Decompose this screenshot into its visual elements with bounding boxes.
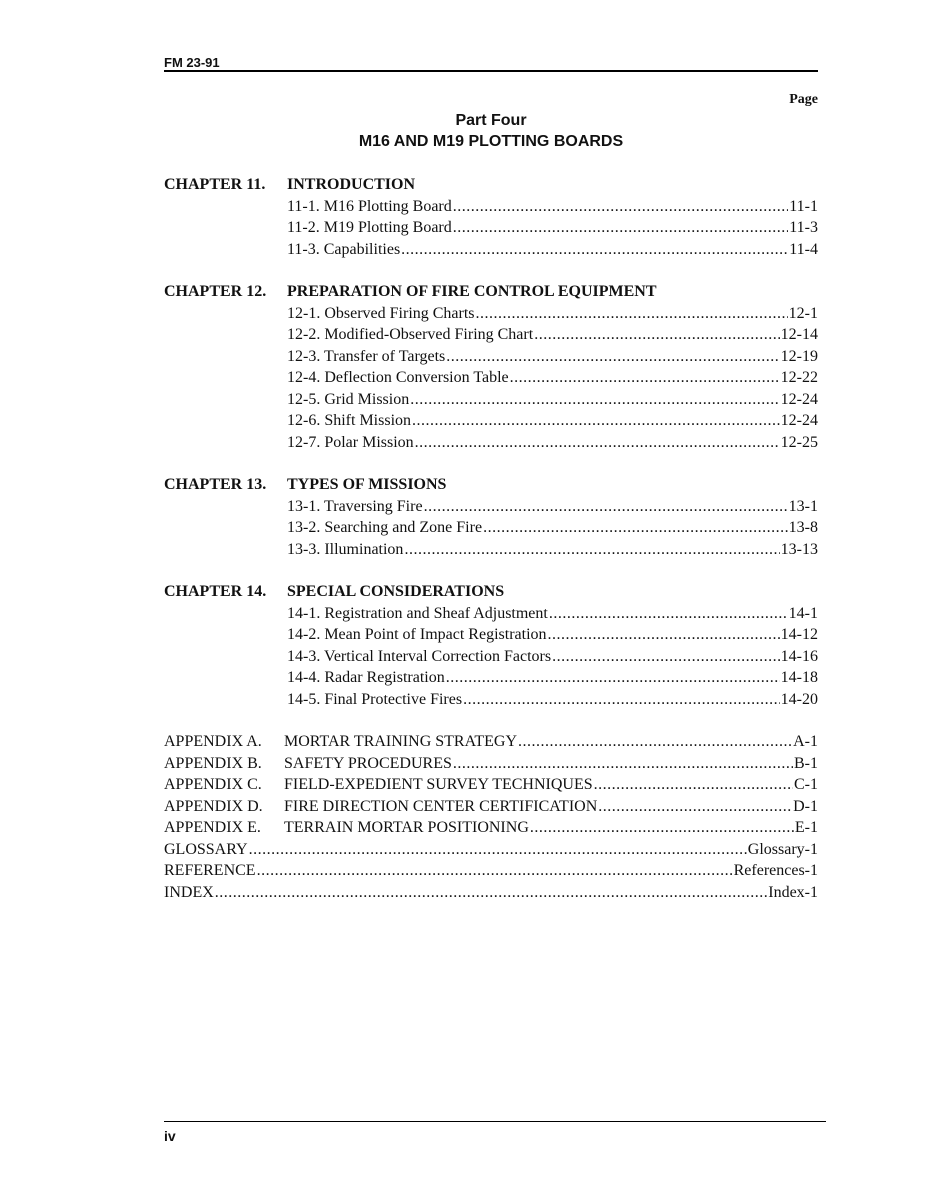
- entry-page: 14-20: [780, 690, 818, 708]
- toc-entry[interactable]: [287, 410, 818, 432]
- appendix-entry[interactable]: [164, 731, 818, 753]
- entry-page: E-1: [794, 819, 818, 836]
- entry-title: 14-4. Radar Registration: [287, 669, 445, 686]
- entry-title: 13-3. Illumination: [287, 540, 404, 558]
- entry-page: 12-22: [780, 369, 818, 386]
- appendix-label: APPENDIX C.: [164, 776, 262, 793]
- appendix-title: FIELD-EXPEDIENT SURVEY TECHNIQUES: [284, 776, 593, 793]
- dot-leader: [453, 217, 789, 239]
- entry-page: 12-1: [788, 304, 818, 322]
- glossary-entry[interactable]: [164, 839, 818, 861]
- entry-page: B-1: [794, 754, 818, 772]
- entry-title: 14-2. Mean Point of Impact Registration: [287, 626, 547, 643]
- entry-title: REFERENCE: [164, 862, 256, 879]
- dot-leader: [446, 667, 780, 689]
- dot-leader: [552, 646, 780, 668]
- dot-leader: [518, 731, 792, 753]
- entry-page: 13-13: [780, 540, 818, 558]
- dot-leader: [548, 624, 780, 646]
- entry-page: 14-16: [780, 647, 818, 665]
- appendix-label: APPENDIX B.: [164, 754, 262, 772]
- document-id: FM 23-91: [164, 55, 220, 70]
- entry-page: 12-14: [780, 326, 818, 343]
- toc-entry[interactable]: [287, 239, 818, 261]
- chapter-13: [164, 474, 818, 560]
- entry-title: 13-1. Traversing Fire: [287, 497, 423, 515]
- entry-page: 12-25: [780, 433, 818, 451]
- toc-entry[interactable]: [287, 517, 818, 539]
- toc-entry[interactable]: [287, 432, 818, 454]
- chapter-12: [164, 281, 818, 453]
- entry-page: 12-24: [780, 390, 818, 408]
- reference-entry[interactable]: [164, 860, 818, 882]
- chapter-title: INTRODUCTION: [287, 176, 416, 193]
- entry-page: D-1: [793, 797, 818, 815]
- entry-title: 11-2. M19 Plotting Board: [287, 219, 452, 236]
- entry-title: [164, 753, 452, 775]
- entry-page: A-1: [793, 733, 818, 750]
- chapter-heading[interactable]: [164, 281, 818, 303]
- index-entry[interactable]: [164, 882, 818, 904]
- dot-leader: [510, 367, 780, 389]
- toc-entry[interactable]: [287, 346, 818, 368]
- dot-leader: [483, 517, 788, 539]
- dot-leader: [424, 496, 788, 518]
- dot-leader: [415, 432, 780, 454]
- entry-title: INDEX: [164, 883, 214, 901]
- toc-entry[interactable]: [287, 303, 818, 325]
- appendix-title: SAFETY PROCEDURES: [284, 754, 452, 772]
- chapter-heading[interactable]: [164, 474, 818, 496]
- dot-leader: [534, 324, 779, 346]
- appendix-title: MORTAR TRAINING STRATEGY: [284, 733, 518, 750]
- chapter-number: CHAPTER 14.: [164, 583, 267, 600]
- part-subtitle: M16 AND M19 PLOTTING BOARDS: [358, 133, 624, 150]
- chapter-11: [164, 174, 818, 260]
- dot-leader: [410, 389, 779, 411]
- entry-page: 13-1: [788, 497, 818, 515]
- entry-title: 12-2. Modified-Observed Firing Chart: [287, 326, 534, 343]
- chapter-number: CHAPTER 12.: [164, 283, 267, 300]
- entry-title: 12-4. Deflection Conversion Table: [287, 369, 509, 386]
- dot-leader: [453, 196, 789, 218]
- entry-title: [164, 796, 597, 818]
- chapter-14: [164, 581, 818, 710]
- appendix-label: APPENDIX E.: [164, 819, 261, 836]
- chapter-heading[interactable]: [164, 581, 818, 603]
- toc-entry[interactable]: [287, 689, 818, 711]
- entry-title: [164, 817, 529, 839]
- entry-page: 11-4: [789, 240, 818, 258]
- dot-leader: [463, 689, 780, 711]
- entry-title: 14-1. Registration and Sheaf Adjustment: [287, 604, 548, 622]
- entry-title: 12-3. Transfer of Targets: [287, 347, 446, 365]
- appendix-list: [164, 731, 818, 903]
- dot-leader: [530, 817, 794, 839]
- dot-leader: [249, 839, 747, 861]
- entry-page: 12-19: [780, 347, 818, 365]
- toc-entry[interactable]: [287, 667, 818, 689]
- chapter-number: CHAPTER 13.: [164, 476, 267, 493]
- entry-title: 11-3. Capabilities: [287, 240, 401, 258]
- entry-title: 12-1. Observed Firing Charts: [287, 304, 475, 322]
- dot-leader: [476, 303, 788, 325]
- appendix-title: TERRAIN MORTAR POSITIONING: [284, 819, 529, 836]
- entry-title: 14-3. Vertical Interval Correction Factors: [287, 647, 552, 665]
- appendix-label: APPENDIX D.: [164, 797, 263, 815]
- appendix-entry[interactable]: [164, 753, 818, 775]
- entry-page: C-1: [794, 776, 818, 793]
- appendix-entry[interactable]: [164, 774, 818, 796]
- footer-rule: [164, 1121, 826, 1122]
- chapter-title: PREPARATION OF FIRE CONTROL EQUIPMENT: [287, 283, 657, 300]
- entry-page: 12-24: [780, 412, 818, 429]
- dot-leader: [401, 239, 788, 261]
- toc-entry[interactable]: [287, 603, 818, 625]
- part-title: Part Four: [455, 112, 527, 129]
- appendix-title: FIRE DIRECTION CENTER CERTIFICATION: [284, 797, 598, 815]
- entry-page: Glossary-1: [747, 840, 818, 858]
- toc-entry[interactable]: [287, 367, 818, 389]
- toc-entry[interactable]: [287, 646, 818, 668]
- toc-entry[interactable]: [287, 389, 818, 411]
- entry-title: [164, 774, 593, 796]
- entry-page: 11-1: [789, 197, 818, 215]
- dot-leader: [446, 346, 779, 368]
- entry-title: 12-5. Grid Mission: [287, 390, 410, 408]
- header-rule: [164, 70, 818, 72]
- toc-entry[interactable]: [287, 217, 818, 239]
- entry-page: References-1: [733, 862, 818, 879]
- appendix-label: APPENDIX A.: [164, 733, 262, 750]
- dot-leader: [412, 410, 780, 432]
- dot-leader: [257, 860, 733, 882]
- entry-page: 13-8: [788, 519, 818, 536]
- entry-title: 13-2. Searching and Zone Fire: [287, 519, 483, 536]
- dot-leader: [594, 774, 793, 796]
- toc-entry[interactable]: [287, 196, 818, 218]
- chapter-title: SPECIAL CONSIDERATIONS: [287, 583, 505, 600]
- chapter-heading[interactable]: [164, 174, 818, 196]
- appendix-entry[interactable]: [164, 796, 818, 818]
- entry-title: 14-5. Final Protective Fires: [287, 690, 463, 708]
- page-number: iv: [164, 1128, 176, 1144]
- entry-page: 11-3: [789, 219, 818, 236]
- entry-title: 12-6. Shift Mission: [287, 412, 412, 429]
- entry-page: Index-1: [768, 883, 818, 901]
- entry-page: 14-18: [780, 669, 818, 686]
- page-column-label: Page: [789, 92, 818, 107]
- entry-title: GLOSSARY: [164, 840, 248, 858]
- dot-leader: [404, 539, 779, 561]
- entry-title: 12-7. Polar Mission: [287, 433, 414, 451]
- dot-leader: [453, 753, 793, 775]
- entry-page: 14-12: [780, 626, 818, 643]
- dot-leader: [215, 882, 767, 904]
- chapter-number: CHAPTER 11.: [164, 176, 266, 193]
- dot-leader: [549, 603, 788, 625]
- entry-page: 14-1: [788, 604, 818, 622]
- dot-leader: [598, 796, 792, 818]
- toc-entry[interactable]: [287, 496, 818, 518]
- toc-entry[interactable]: [287, 539, 818, 561]
- toc-entry[interactable]: [287, 324, 818, 346]
- toc-entry[interactable]: [287, 624, 818, 646]
- entry-title: [164, 731, 517, 753]
- appendix-entry[interactable]: [164, 817, 818, 839]
- entry-title: 11-1. M16 Plotting Board: [287, 197, 452, 215]
- chapter-title: TYPES OF MISSIONS: [287, 476, 447, 493]
- table-of-contents: [164, 174, 818, 903]
